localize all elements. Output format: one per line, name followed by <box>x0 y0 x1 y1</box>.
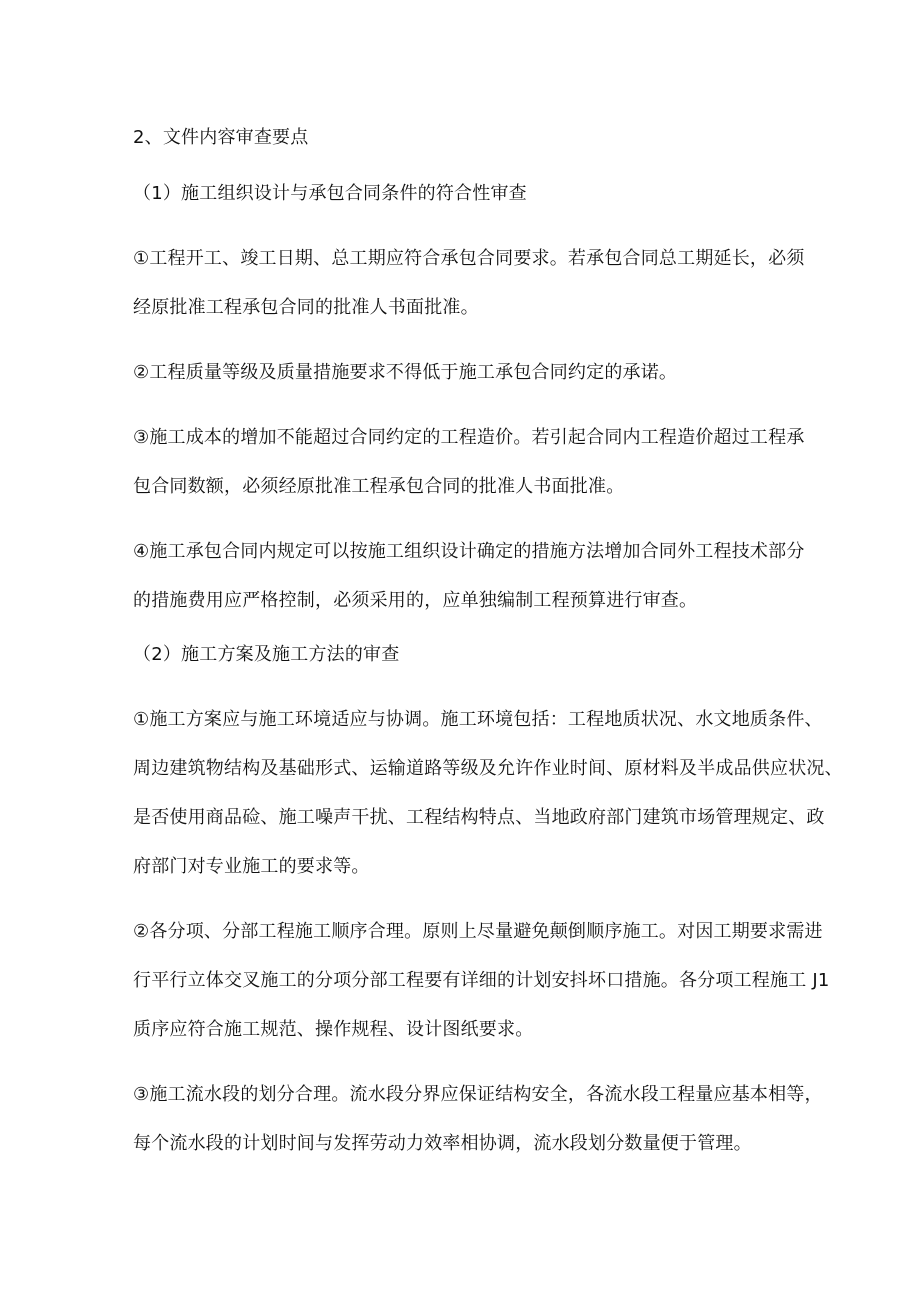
paragraph-line: ①施工方案应与施工环境适应与协调。施工环境包括：工程地质状况、水文地质条件、 <box>133 709 823 730</box>
paragraph-line: 的措施费用应严格控制，必须采用的，应单独编制工程预算进行审查。 <box>133 590 698 611</box>
subsection-heading: （2）施工方案及施工方法的审查 <box>133 644 400 665</box>
paragraph-line: ③施工流水段的划分合理。流水段分界应保证结构安全，各流水段工程量应基本相等， <box>133 1084 823 1105</box>
paragraph-line: 府部门对专业施工的要求等。 <box>133 856 370 877</box>
paragraph-line: ②各分项、分部工程施工顺序合理。原则上尽量避免颠倒顺序施工。对因工期要求需进 <box>133 921 823 942</box>
paragraph-line: ③施工成本的增加不能超过合同约定的工程造价。若引起合同内工程造价超过工程承 <box>133 427 805 448</box>
paragraph-line: 经原批准工程承包合同的批准人书面批准。 <box>133 297 479 318</box>
paragraph-line: ①工程开工、竣工日期、总工期应符合承包合同要求。若承包合同总工期延长，必须 <box>133 248 805 269</box>
section-heading: 2、文件内容审查要点 <box>133 127 309 148</box>
paragraph-line: 行平行立体交叉施工的分项分部工程要有详细的计划安抖坏口措施。各分项工程施工 J1 <box>133 970 830 991</box>
paragraph-line: ②工程质量等级及质量措施要求不得低于施工承包合同约定的承诺。 <box>133 362 678 383</box>
paragraph-line: 质序应符合施工规范、操作规程、设计图纸要求。 <box>133 1019 534 1040</box>
subsection-heading: （1）施工组织设计与承包合同条件的符合性审查 <box>133 183 527 204</box>
paragraph-line: 是否使用商品硷、施工噪声干扰、工程结构特点、当地政府部门建筑市场管理规定、政 <box>133 807 825 828</box>
paragraph-line: 周边建筑物结构及基础形式、运输道路等级及允许作业时间、原材料及半成品供应状况、 <box>133 758 843 779</box>
paragraph-line: 包合同数额，必须经原批准工程承包合同的批准人书面批准。 <box>133 476 625 497</box>
paragraph-line: 每个流水段的计划时间与发挥劳动力效率相协调，流水段划分数量便于管理。 <box>133 1133 752 1154</box>
paragraph-line: ④施工承包合同内规定可以按施工组织设计确定的措施方法增加合同外工程技术部分 <box>133 541 805 562</box>
